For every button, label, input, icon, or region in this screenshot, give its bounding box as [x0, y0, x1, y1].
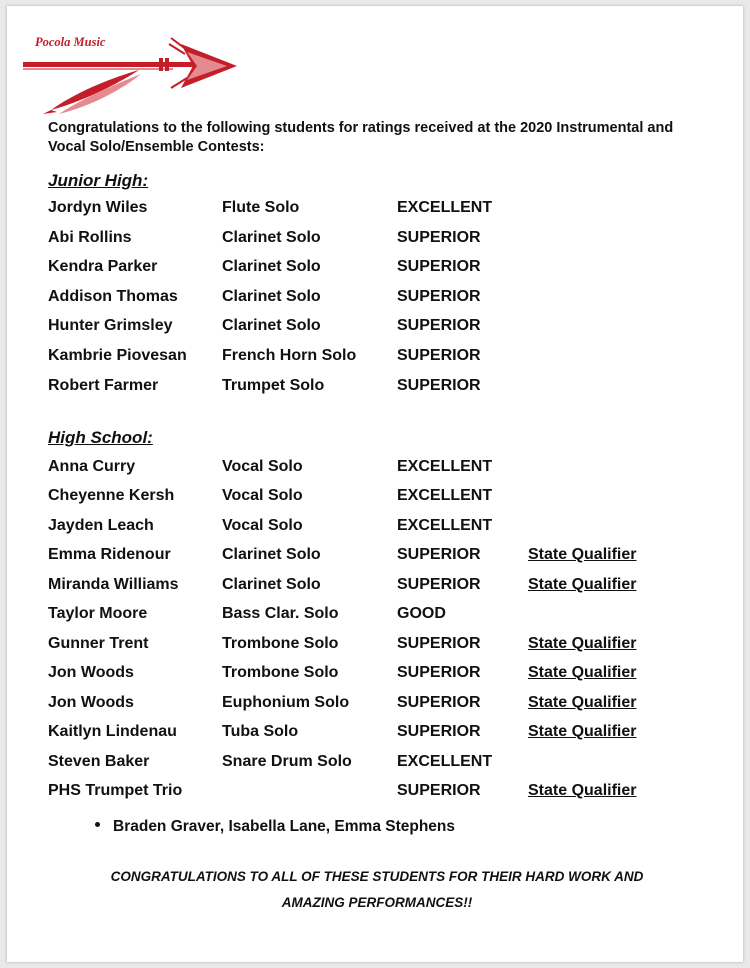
rating: SUPERIOR	[397, 317, 481, 335]
logo-text: Pocola Music	[35, 35, 106, 49]
event-name: Trombone Solo	[222, 634, 339, 652]
rating: SUPERIOR	[397, 228, 481, 246]
event-name: Clarinet Solo	[222, 546, 321, 564]
table-row	[7, 317, 743, 339]
table-row	[7, 377, 743, 399]
student-name: Kaitlyn Lindenau	[48, 723, 177, 741]
student-name: Cheyenne Kersh	[48, 487, 175, 505]
table-row	[7, 782, 743, 804]
table-row	[7, 753, 743, 775]
table-row	[7, 458, 743, 480]
event-name: Euphonium Solo	[222, 693, 350, 711]
student-name: Anna Curry	[48, 458, 136, 475]
junior-high-heading: Junior High:	[48, 171, 149, 190]
state-qualifier: State Qualifier	[528, 664, 637, 682]
event-name: Clarinet Solo	[222, 287, 321, 305]
table-row	[7, 635, 743, 657]
rating: EXCELLENT	[397, 199, 493, 216]
student-name: Steven Baker	[48, 752, 150, 770]
table-row	[7, 694, 743, 716]
rating: SUPERIOR	[397, 781, 481, 799]
student-name: Jon Woods	[48, 693, 134, 711]
event-name: Vocal Solo	[222, 487, 303, 505]
table-row	[7, 199, 743, 221]
table-row	[7, 605, 743, 627]
closing-message	[47, 864, 707, 916]
student-name: Gunner Trent	[48, 634, 149, 652]
rating: SUPERIOR	[397, 723, 481, 741]
event-name: Clarinet Solo	[222, 228, 321, 246]
rating: SUPERIOR	[397, 376, 481, 394]
rating: EXCELLENT	[397, 752, 493, 770]
student-name: Abi Rollins	[48, 228, 132, 246]
student-name: Miranda Williams	[48, 575, 179, 593]
table-row	[7, 517, 743, 539]
student-name: Emma Ridenour	[48, 546, 171, 564]
pocola-music-logo	[21, 30, 243, 118]
event-name: Vocal Solo	[222, 458, 303, 475]
student-name: Kendra Parker	[48, 258, 158, 276]
table-row	[7, 546, 743, 568]
rating: SUPERIOR	[397, 287, 481, 305]
event-name: French Horn Solo	[222, 347, 357, 364]
student-name: PHS Trumpet Trio	[48, 781, 183, 799]
student-name: Jordyn Wiles	[48, 199, 148, 216]
rating: SUPERIOR	[397, 258, 481, 276]
state-qualifier: State Qualifier	[528, 634, 637, 652]
student-name: Kambrie Piovesan	[48, 347, 187, 364]
event-name: Tuba Solo	[222, 723, 299, 741]
event-name: Clarinet Solo	[222, 317, 321, 335]
event-name: Flute Solo	[222, 199, 300, 216]
state-qualifier: State Qualifier	[528, 546, 637, 564]
rating: EXCELLENT	[397, 516, 493, 534]
event-name: Trumpet Solo	[222, 376, 325, 394]
student-name: Jon Woods	[48, 664, 134, 682]
rating: SUPERIOR	[397, 347, 481, 364]
bullet-icon	[95, 822, 100, 827]
high-school-heading: High School:	[48, 428, 153, 447]
state-qualifier: State Qualifier	[528, 723, 637, 741]
table-row	[7, 487, 743, 509]
table-row	[7, 664, 743, 686]
state-qualifier: State Qualifier	[528, 575, 637, 593]
closing-line-2: AMAZING PERFORMANCES!!	[281, 895, 473, 910]
table-row	[7, 576, 743, 598]
rating: EXCELLENT	[397, 458, 493, 475]
intro-text: Congratulations to the following students for ratings received at the 2020 Instrumental and Vocal Solo/Ensemble Contests:	[48, 120, 674, 155]
document-page	[7, 6, 743, 962]
rating: SUPERIOR	[397, 575, 481, 593]
rating: EXCELLENT	[397, 487, 493, 505]
table-row	[7, 288, 743, 310]
student-name: Robert Farmer	[48, 376, 159, 394]
event-name: Clarinet Solo	[222, 575, 321, 593]
closing-line-1: CONGRATULATIONS TO ALL OF THESE STUDENTS FOR THEIR HARD WORK AND	[110, 869, 644, 884]
trio-members	[95, 818, 455, 836]
state-qualifier: State Qualifier	[528, 781, 637, 799]
event-name: Snare Drum Solo	[222, 752, 352, 770]
rating: GOOD	[397, 605, 446, 623]
rating: SUPERIOR	[397, 634, 481, 652]
rating: SUPERIOR	[397, 546, 481, 564]
table-row	[7, 723, 743, 745]
rating: SUPERIOR	[397, 664, 481, 682]
student-name: Addison Thomas	[48, 287, 178, 305]
state-qualifier: State Qualifier	[528, 693, 637, 711]
rating: SUPERIOR	[397, 693, 481, 711]
event-name: Bass Clar. Solo	[222, 605, 339, 623]
event-name: Trombone Solo	[222, 664, 339, 682]
student-name: Jayden Leach	[48, 516, 154, 534]
student-name: Hunter Grimsley	[48, 317, 173, 335]
event-name: Vocal Solo	[222, 516, 303, 534]
event-name: Clarinet Solo	[222, 258, 321, 276]
table-row	[7, 347, 743, 369]
table-row	[7, 258, 743, 280]
trio-members-text: Braden Graver, Isabella Lane, Emma Stephens	[113, 818, 456, 835]
table-row	[7, 229, 743, 251]
student-name: Taylor Moore	[48, 605, 148, 623]
